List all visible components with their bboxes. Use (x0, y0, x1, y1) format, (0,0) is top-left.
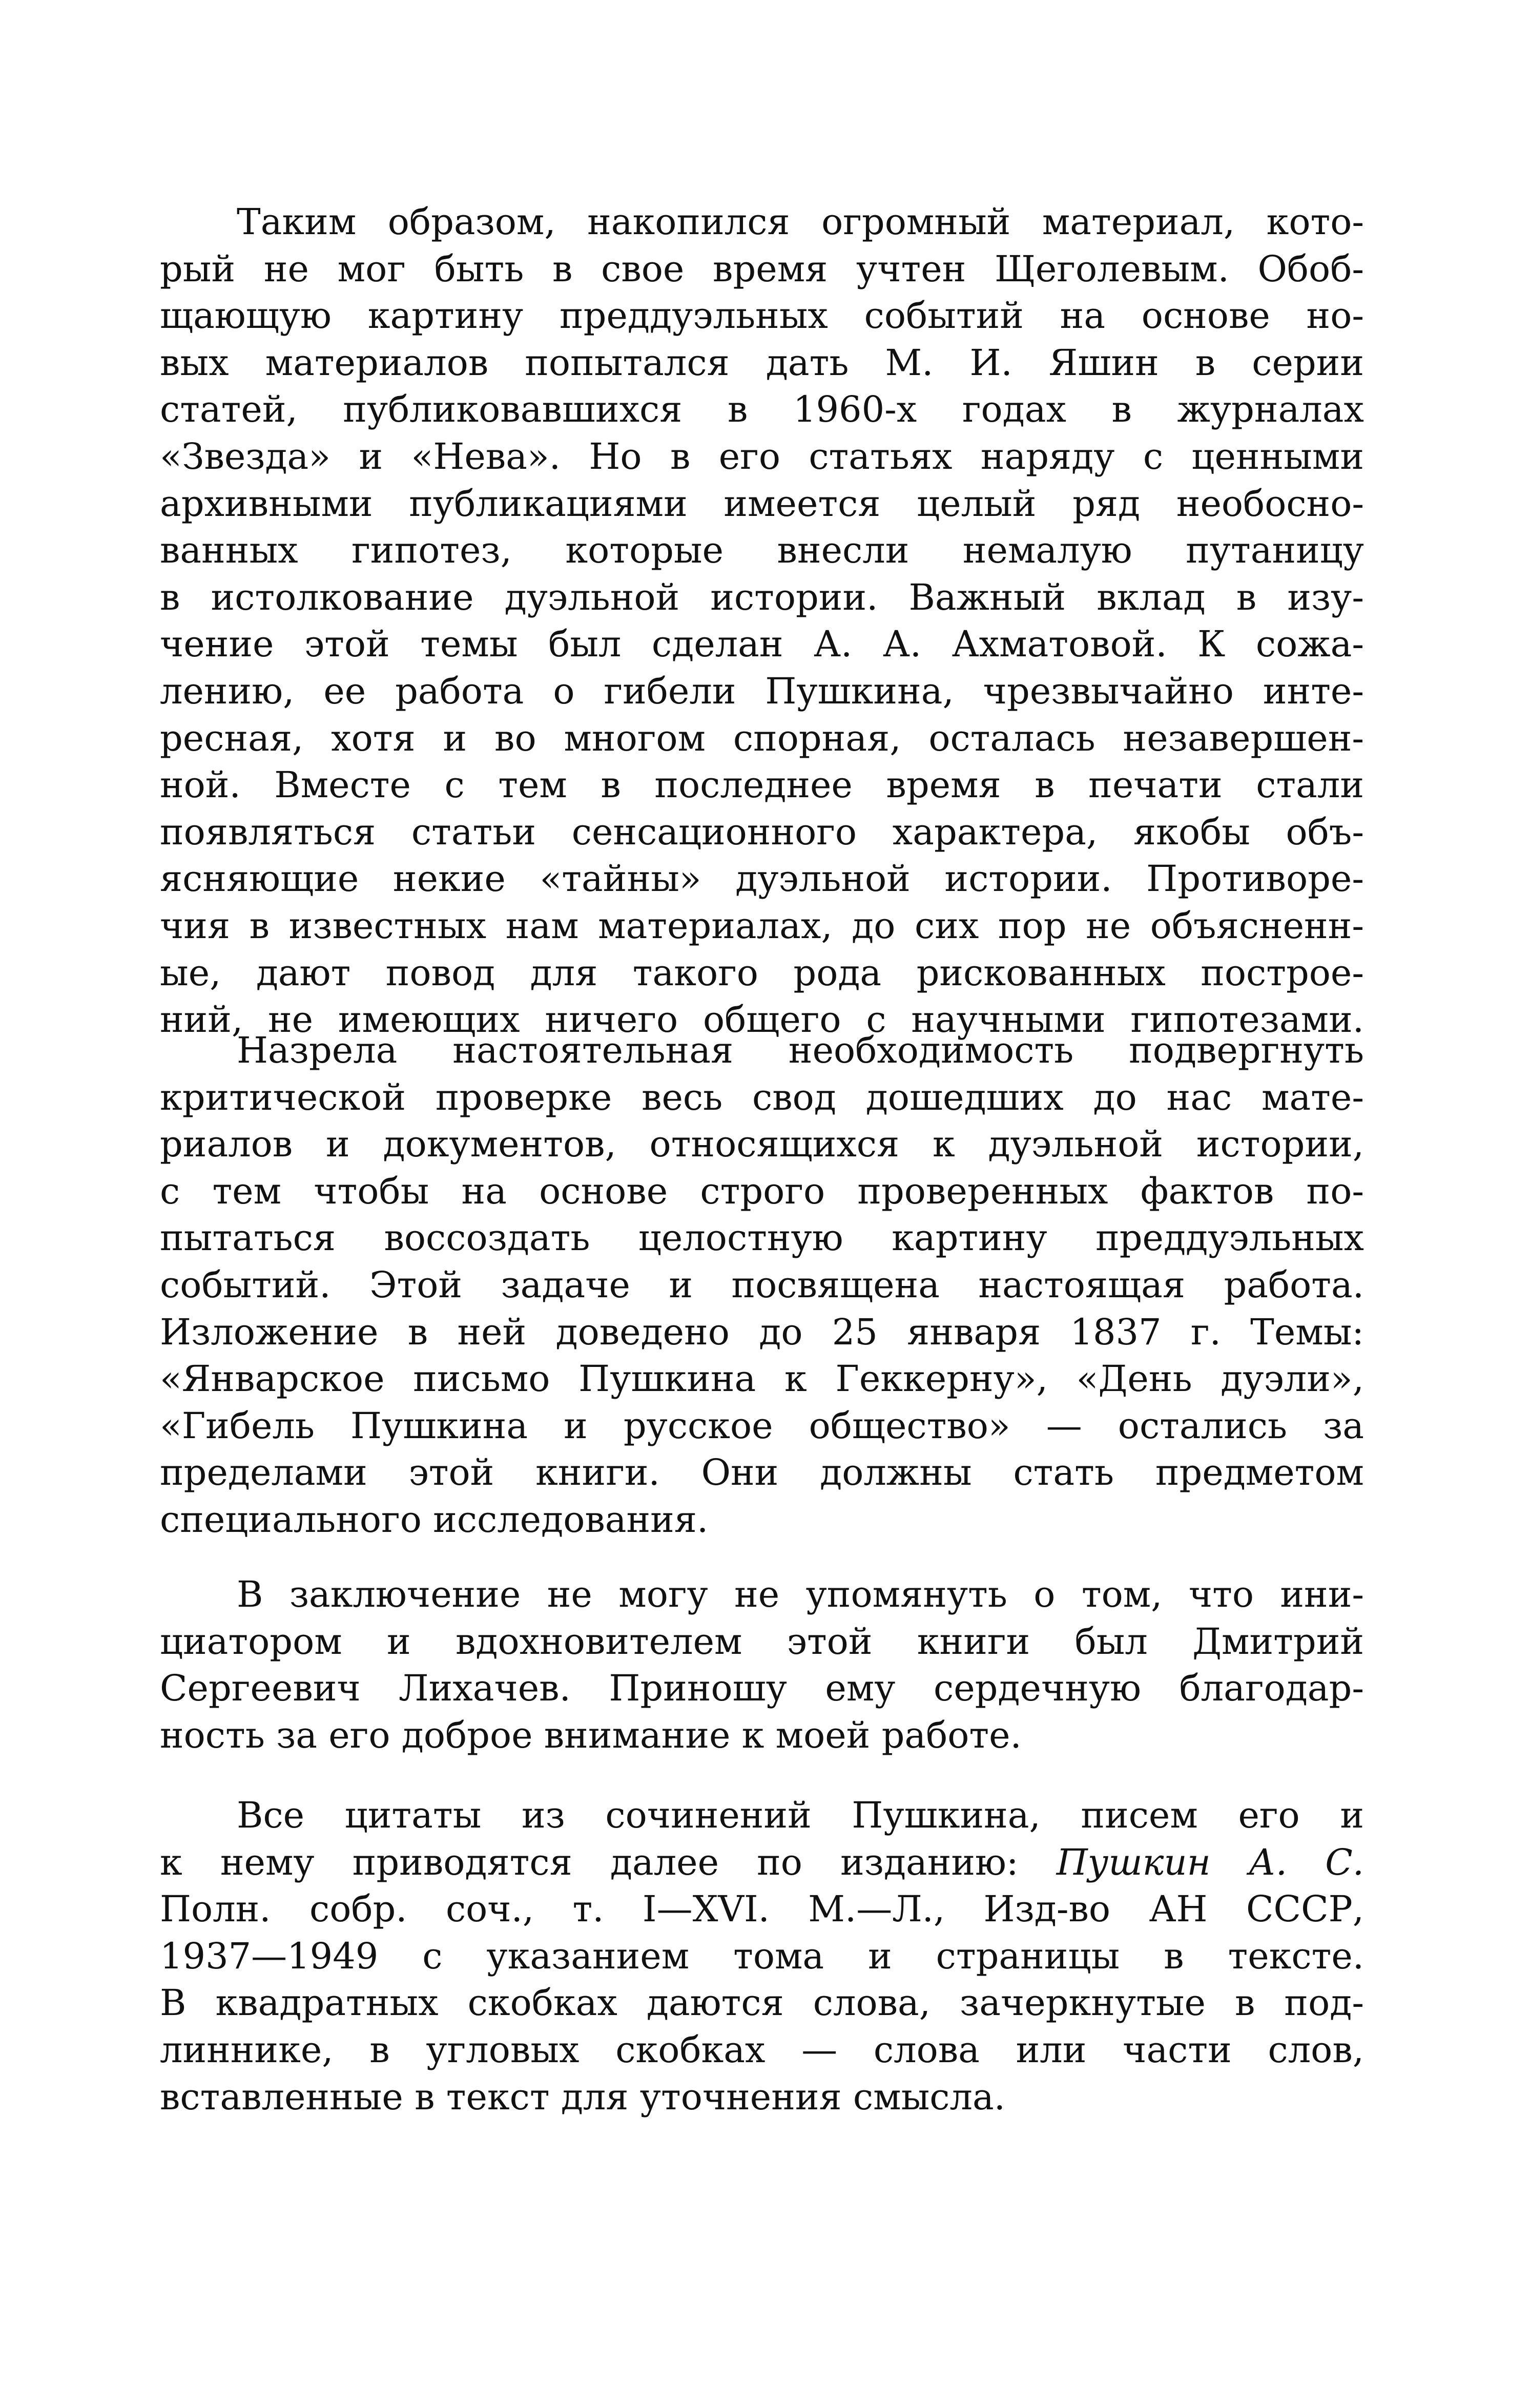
text-line: ясняющие некие «тайны» дуэльной истории. Противоре- (160, 858, 1364, 900)
text-line: появляться статьи сенсационного характера, якобы объ- (160, 811, 1364, 853)
text-line: чение этой темы был сделан А. А. Ахматовой. К сожа- (160, 623, 1364, 666)
text-line: ресная, хотя и во многом спорная, осталась незавершен- (160, 717, 1364, 759)
text-line: рый не мог быть в свое время учтен Щеголевым. Обоб- (160, 247, 1364, 290)
paragraph-research-goal (160, 1027, 1364, 1544)
text-line: Изложение в ней доведено до 25 января 1837 г. Темы: (160, 1311, 1364, 1353)
text-line: в истолкование дуэльной истории. Важный вклад в изу- (160, 576, 1364, 618)
italic-citation: Пушкин А. С. (1056, 1841, 1364, 1883)
text-line: линнике, в угловых скобках — слова или части слов, (160, 2028, 1364, 2071)
text-line: ний, не имеющих ничего общего с научными гипотезами. (160, 999, 1364, 1041)
text-line: циатором и вдохновителем этой книги был Дмитрий (160, 1620, 1364, 1663)
text-line: Сергеевич Лихачев. Приношу ему сердечную благодар- (160, 1667, 1364, 1710)
text-line: В заключение не могу не упомянуть о том, что ини- (237, 1573, 1364, 1615)
text-line: Все цитаты из сочинений Пушкина, писем его и (237, 1794, 1364, 1836)
text-line: чия в известных нам материалах, до сих пор не объясненн- (160, 904, 1364, 947)
text-line: критической проверке весь свод дошедших до нас мате- (160, 1076, 1364, 1118)
text-line: 1937—1949 с указанием тома и страницы в тексте. (160, 1935, 1364, 1977)
text-line: Таким образом, накопился огромный материал, кото- (237, 201, 1364, 243)
text-line (160, 1839, 1364, 1886)
text-line: ность за его доброе внимание к моей работе. (160, 1714, 1022, 1756)
text-line: пределами этой книги. Они должны стать предметом (160, 1451, 1364, 1494)
text-line: ной. Вместе с тем в последнее время в печати стали (160, 764, 1364, 806)
text-line: статей, публиковавшихся в 1960-х годах в журналах (160, 388, 1364, 431)
text-line: Полн. собр. соч., т. I—XVI. М.—Л., Изд-во АН СССР, (160, 1888, 1364, 1930)
text-line: вых материалов попытался дать М. И. Яшин в серии (160, 341, 1364, 384)
text-line: с тем чтобы на основе строго проверенных фактов по- (160, 1170, 1364, 1212)
text-fragment: к нему приводятся далее по изданию: (160, 1841, 1057, 1883)
text-line: лению, ее работа о гибели Пушкина, чрезвычайно инте- (160, 670, 1364, 712)
text-line: щающую картину преддуэльных событий на основе но- (160, 295, 1364, 337)
text-line: «Январское письмо Пушкина к Геккерну», «День дуэли», (160, 1358, 1364, 1400)
text-line: Назрела настоятельная необходимость подвергнуть (237, 1029, 1364, 1071)
text-line: специального исследования. (160, 1498, 709, 1541)
text-line: вставленные в текст для уточнения смысла. (160, 2075, 1005, 2118)
text-line: риалов и документов, относящихся к дуэльной истории, (160, 1123, 1364, 1166)
paragraph-acknowledgement (160, 1571, 1364, 1759)
text-line: В квадратных скобках даются слова, зачеркнутые в под- (160, 1982, 1364, 2024)
text-line: пытаться воссоздать целостную картину преддуэльных (160, 1217, 1364, 1259)
text-line: архивными публикациями имеется целый ряд необосно- (160, 482, 1364, 525)
text-line: событий. Этой задаче и посвящена настоящая работа. (160, 1263, 1364, 1306)
text-line: «Звезда» и «Нева». Но в его статьях наряду с ценными (160, 435, 1364, 478)
paragraph-citation-note (160, 1792, 1364, 2121)
text-line: «Гибель Пушкина и русское общество» — остались за (160, 1404, 1364, 1447)
text-line: ванных гипотез, которые внесли немалую путаницу (160, 529, 1364, 572)
text-line: ые, дают повод для такого рода рискованных построе- (160, 951, 1364, 994)
paragraph-sources-overview (160, 199, 1364, 1044)
